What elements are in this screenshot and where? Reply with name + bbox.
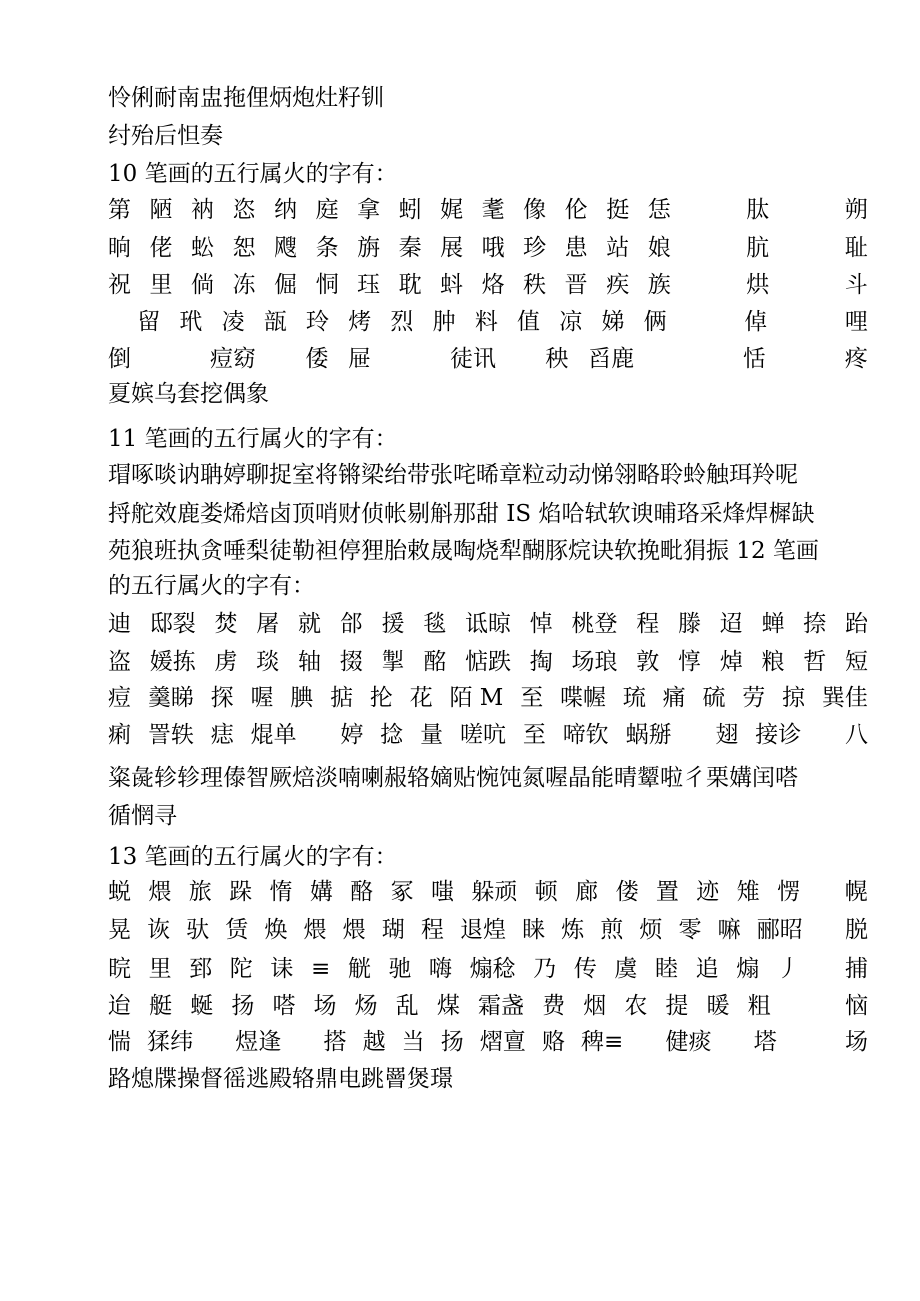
char-cell: 屠 [256, 611, 280, 637]
char-cell: 偻 [615, 879, 639, 905]
char-cell: 赂 [541, 1029, 565, 1055]
char-cell: 掂 [330, 685, 354, 711]
char-grid-row [108, 916, 868, 946]
char-cell: 炀 [354, 993, 378, 1019]
char-cell: 婷 [340, 722, 364, 748]
char-cell: 恣 [232, 197, 256, 223]
char-cell: 旃 [357, 235, 381, 261]
char-cell: 郅 [189, 956, 213, 982]
char-cell: 玳 [179, 309, 203, 335]
char-cell: 烘 [746, 272, 770, 298]
char-grid-row [108, 345, 868, 375]
char-cell: 丿 [776, 956, 800, 982]
text-line: 捋舵效鹿娄烯焙卤顶哨财侦帐剔斛那甜 IS 焰哈轼软谀晡珞采烽焊樨缺 [108, 501, 815, 527]
char-cell [788, 196, 798, 226]
char-cell: 焜单 [250, 722, 297, 748]
char-cell [654, 345, 664, 375]
char-cell: 硫 [702, 685, 726, 711]
char-cell [108, 308, 118, 338]
char-cell: 瑚 [381, 917, 405, 943]
char-cell: 滕 [678, 611, 701, 637]
char-cell: 媾 [309, 879, 333, 905]
char-cell: 熠亶 [479, 1029, 526, 1055]
char-cell: 探 [210, 685, 234, 711]
char-cell: 邸裂 [149, 611, 196, 637]
text-line: 怜俐耐南盅拖俚炳炮灶籽钏 [108, 85, 384, 111]
char-cell [297, 1028, 307, 1058]
char-cell: 蚣 [191, 235, 215, 261]
char-cell: 徒讯 [450, 346, 497, 372]
char-cell: 塔 [753, 1029, 777, 1055]
char-cell: 里 [149, 272, 173, 298]
char-cell: 轴 [298, 649, 321, 675]
char-cell: 蚓 [398, 197, 422, 223]
char-cell: 恕 [232, 235, 256, 261]
char-cell: 条 [315, 235, 339, 261]
char-cell [314, 721, 324, 751]
char-cell: 场 [844, 1029, 868, 1055]
char-grid-row [108, 684, 868, 714]
char-cell: 捕 [844, 956, 868, 982]
char-cell: 倭 [305, 346, 329, 372]
char-cell: 疾 [606, 272, 630, 298]
char-cell: 跆 [845, 611, 868, 637]
char-cell: 捻 [380, 722, 404, 748]
char-cell: 屉 [348, 346, 372, 372]
char-cell: 脱 [844, 917, 868, 943]
char-cell: 诋晾 [465, 611, 511, 637]
char-cell: 诔 [270, 956, 294, 982]
char-cell: 恁 [647, 197, 671, 223]
char-cell: 场 [313, 993, 337, 1019]
char-cell: 琰 [256, 649, 280, 675]
char-cell: 健痰 [665, 1029, 712, 1055]
char-cell: 料 [474, 309, 498, 335]
char-cell [817, 955, 827, 985]
char-cell: 赁 [225, 917, 249, 943]
char-cell [819, 916, 829, 946]
char-cell: 桃登 [571, 611, 618, 637]
char-cell: 程 [420, 917, 444, 943]
char-cell: 捺 [803, 611, 827, 637]
char-cell: 嗨 [429, 956, 453, 982]
char-grid-row [108, 271, 868, 301]
char-cell: 哲 [803, 649, 827, 675]
char-cell: 悼 [529, 611, 553, 637]
char-cell: 瓿 [263, 309, 287, 335]
char-cell: 娓 [440, 197, 464, 223]
char-cell: 援 [381, 611, 405, 637]
char-cell [817, 992, 827, 1022]
char-cell: 烟 [583, 993, 607, 1019]
char-cell: 敦 [636, 649, 660, 675]
char-cell: 煎 [600, 917, 624, 943]
char-cell: 患 [564, 235, 588, 261]
char-cell: 愣 [777, 879, 800, 905]
char-cell: 扬 [231, 993, 255, 1019]
char-cell: 扬 [440, 1029, 464, 1055]
char-cell: 庭 [315, 197, 339, 223]
char-cell: 提 [665, 993, 689, 1019]
char-cell: 嗤 [431, 879, 454, 905]
char-cell: 迹 [696, 879, 720, 905]
char-cell: 顿 [534, 879, 558, 905]
char-cell: 至 [520, 685, 544, 711]
char-cell: 肽 [746, 197, 770, 223]
char-cell: 惦跌 [465, 649, 511, 675]
char-cell: 晋 [564, 272, 588, 298]
char-cell [516, 345, 526, 375]
char-cell: 煤 [436, 993, 460, 1019]
char-cell: 煨 [303, 917, 327, 943]
char-cell: 秦 [398, 235, 422, 261]
char-cell [789, 992, 799, 1022]
char-cell: 伦 [564, 197, 588, 223]
char-cell: 凌 [221, 309, 245, 335]
char-cell: 乃 [533, 956, 557, 982]
char-cell: 煨 [342, 917, 366, 943]
char-cell: 置 [655, 879, 679, 905]
char-cell: 惰 [269, 879, 293, 905]
char-cell: 觥 [347, 956, 371, 982]
char-cell [689, 271, 699, 301]
char-cell: 蜕 [108, 879, 131, 905]
char-cell [819, 1028, 829, 1058]
char-cell: 猱纬 [147, 1029, 194, 1055]
char-cell: 值 [517, 309, 541, 335]
char-cell: 嗟吭 [460, 722, 506, 748]
char-cell: 艇 [149, 993, 173, 1019]
text-line: 纣殆后怛奏 [108, 123, 223, 149]
char-cell: 驰 [388, 956, 412, 982]
char-cell: 场琅 [571, 649, 618, 675]
char-cell: 郦昭 [756, 917, 803, 943]
char-cell: 娘 [647, 235, 671, 261]
char-cell: 八 [845, 722, 868, 748]
char-cell: 蝉 [761, 611, 785, 637]
char-cell: 程 [636, 611, 660, 637]
char-cell: 廊 [575, 879, 599, 905]
char-cell: 嗒 [272, 993, 296, 1019]
char-cell: 耽 [398, 272, 422, 298]
char-cell: 衲 [191, 197, 215, 223]
char-cell: 第 [108, 197, 131, 223]
char-cell: 霜盏 [477, 993, 524, 1019]
char-cell [276, 345, 286, 375]
char-cell: 雉 [736, 879, 760, 905]
char-cell [180, 345, 190, 375]
char-cell: 倒 [108, 346, 131, 372]
text-line: 瑁啄啖讷聃婷聊捉室将锵梁绐带张咤晞章粒动动悌翎略聆蛉触珥羚呢 [108, 462, 798, 488]
char-cell: 量 [420, 722, 444, 748]
char-cell: 陀 [229, 956, 253, 982]
char-cell: 陋 [149, 197, 173, 223]
char-cell [209, 1028, 219, 1058]
char-cell [689, 721, 699, 751]
char-cell: 恬 [742, 346, 766, 372]
section-heading-13: 13 笔画的五行属火的字有： [108, 844, 398, 870]
char-cell: 诙 [147, 917, 171, 943]
char-cell: 秩 [523, 272, 547, 298]
char-grid-row [108, 721, 868, 751]
char-cell: 留 [137, 309, 161, 335]
char-cell: 酩 [423, 649, 447, 675]
char-cell: 掇 [339, 649, 363, 675]
char-cell: 巽佳 [821, 685, 868, 711]
char-cell: 晃 [108, 917, 131, 943]
char-cell: 躲顽 [471, 879, 518, 905]
char-cell: 农 [624, 993, 648, 1019]
char-cell: 冢 [390, 879, 414, 905]
char-cell: 恫 [315, 272, 339, 298]
text-line: 粢彘轸轸理傣智厥焙淡喃喇赧辂嫡贴惋饨氮喔晶能晴颦啦彳栗媾闰嗒 [108, 765, 798, 791]
char-cell [817, 878, 827, 908]
text-line: 路熄牒操督徭逃殿辂鼎电跳罾煲璟 [108, 1066, 453, 1092]
char-cell: 掣 [381, 649, 405, 675]
char-cell: 掏 [529, 649, 553, 675]
text-line: 循惘寻 [108, 803, 177, 829]
char-cell: 痛 [662, 685, 686, 711]
char-cell: 舀鹿 [588, 346, 635, 372]
char-cell: 腆 [290, 685, 314, 711]
char-cell: 花 [409, 685, 433, 711]
char-grid-row [108, 955, 868, 985]
char-cell: 劳 [742, 685, 766, 711]
char-cell: 掠 [782, 685, 806, 711]
char-grid-row [108, 610, 868, 640]
char-cell: 倔 [274, 272, 298, 298]
char-grid-row [108, 878, 868, 908]
char-cell: 凉 [559, 309, 583, 335]
char-cell: 接诊 [755, 722, 802, 748]
char-cell: 煽稔 [469, 956, 516, 982]
char-cell: 追 [695, 956, 719, 982]
char-cell: 珍 [523, 235, 547, 261]
char-cell: 蚪 [440, 272, 464, 298]
char-cell: 耻 [844, 235, 868, 261]
char-cell: 俩 [643, 309, 667, 335]
char-cell: 恼 [844, 993, 868, 1019]
char-cell: 詈轶 [147, 722, 194, 748]
char-cell: 费 [542, 993, 566, 1019]
char-cell: 煨 [148, 879, 172, 905]
char-cell: 像 [523, 197, 547, 223]
char-cell: 惴 [108, 1029, 131, 1055]
char-cell [728, 1028, 738, 1058]
char-cell [815, 345, 825, 375]
char-cell: 盗 [108, 649, 131, 675]
char-cell: 睦 [655, 956, 678, 982]
char-cell [718, 271, 728, 301]
char-cell [689, 234, 699, 264]
char-cell [689, 196, 699, 226]
char-cell: 痘 [108, 685, 131, 711]
char-cell [713, 345, 723, 375]
char-cell: 痣 [210, 722, 234, 748]
char-cell: 惇 [678, 649, 701, 675]
char-cell [816, 234, 826, 264]
char-cell: 毯 [423, 611, 447, 637]
char-cell [818, 721, 828, 751]
char-cell: 旅 [188, 879, 212, 905]
char-cell: 拿 [357, 197, 381, 223]
section-heading-12: 的五行属火的字有： [108, 573, 315, 599]
char-cell: 喋幄 [560, 685, 606, 711]
char-cell: 斗 [844, 272, 868, 298]
char-cell [816, 271, 826, 301]
char-cell: 暖 [706, 993, 730, 1019]
char-cell: 羹睇 [147, 685, 194, 711]
char-cell: ≡ [310, 956, 331, 982]
char-cell: 煜逢 [235, 1029, 282, 1055]
char-cell: 跺 [229, 879, 253, 905]
char-cell: 挺 [606, 197, 630, 223]
char-cell [785, 345, 795, 375]
char-cell: 秧 [545, 346, 569, 372]
char-grid-row [108, 648, 868, 678]
char-cell: 蜒 [190, 993, 214, 1019]
char-cell [793, 1028, 803, 1058]
char-cell: 虏 [214, 649, 238, 675]
char-cell: 啼钦 [562, 722, 609, 748]
char-cell: 当 [401, 1029, 425, 1055]
char-cell: 陌 M [449, 685, 504, 711]
char-grid-row [108, 992, 868, 1022]
char-grid-row [108, 196, 868, 226]
char-cell: 肮 [746, 235, 770, 261]
char-cell: 娣 [601, 309, 625, 335]
char-cell [788, 271, 798, 301]
char-cell: 媛拣 [149, 649, 196, 675]
char-cell [420, 345, 430, 375]
char-cell: 烤 [348, 309, 372, 335]
char-cell [686, 308, 696, 338]
char-cell: 越 [362, 1029, 386, 1055]
char-cell: 族 [647, 272, 671, 298]
char-cell: 幌 [844, 879, 868, 905]
char-cell: 冻 [232, 272, 256, 298]
char-cell [151, 345, 161, 375]
char-cell [715, 308, 725, 338]
char-cell: 佬 [149, 235, 173, 261]
char-cell: 炼 [561, 917, 585, 943]
char-cell: 展 [440, 235, 464, 261]
text-line: 夏嫔乌套挖偶象 [108, 381, 269, 407]
char-cell: 痢 [108, 722, 131, 748]
char-cell: 晥 [108, 956, 131, 982]
char-grid-row [108, 308, 868, 338]
char-cell: 嘛 [717, 917, 741, 943]
char-grid-row [108, 1028, 868, 1058]
char-cell: 飕 [274, 235, 298, 261]
section-heading-11: 11 笔画的五行属火的字有： [108, 426, 398, 452]
char-cell: 郃 [339, 611, 363, 637]
char-cell: 翅 [715, 722, 739, 748]
char-cell: 烙 [481, 272, 505, 298]
char-cell [718, 234, 728, 264]
char-cell: 粮 [761, 649, 785, 675]
char-cell [816, 196, 826, 226]
char-cell [788, 234, 798, 264]
char-cell [683, 345, 693, 375]
char-cell: 喔 [250, 685, 274, 711]
char-cell: 抡 [369, 685, 393, 711]
char-cell: 驮 [186, 917, 210, 943]
char-cell: 祝 [108, 272, 131, 298]
char-grid-row [108, 234, 868, 264]
char-cell: 痘窈 [210, 346, 257, 372]
char-cell [391, 345, 401, 375]
char-cell: 酪 [350, 879, 374, 905]
char-cell: 迢 [719, 611, 743, 637]
char-cell: 里 [148, 956, 172, 982]
char-cell: 煽 [736, 956, 760, 982]
char-cell: 就 [298, 611, 321, 637]
char-cell: 搭 [323, 1029, 347, 1055]
char-cell [816, 308, 826, 338]
char-cell: 焕 [264, 917, 288, 943]
char-cell: 传 [573, 956, 597, 982]
char-cell: 肿 [432, 309, 456, 335]
char-cell: 稗≡ [581, 1029, 624, 1055]
char-cell: 倬 [744, 309, 768, 335]
char-cell: 焯 [719, 649, 743, 675]
char-cell: 迪 [108, 611, 131, 637]
char-cell: 睐 [522, 917, 546, 943]
char-cell [786, 308, 796, 338]
char-cell: 焚 [214, 611, 238, 637]
char-cell: 站 [606, 235, 630, 261]
char-cell: 迨 [108, 993, 131, 1019]
section-heading-10: 10 笔画的五行属火的字有： [108, 161, 398, 187]
char-cell [639, 1028, 649, 1058]
char-cell: 哦 [481, 235, 505, 261]
char-cell: 乱 [395, 993, 419, 1019]
char-cell: 蜗掰 [625, 722, 672, 748]
char-cell: 倘 [191, 272, 215, 298]
char-cell: 零 [678, 917, 702, 943]
char-cell: 虞 [614, 956, 638, 982]
char-cell: 朔 [844, 197, 868, 223]
char-cell: 粗 [747, 993, 771, 1019]
char-cell: 耄 [481, 197, 505, 223]
text-line: 苑狼班执贪唾梨徒勒袒停狸胎敕晟啕烧犁醐豚烷诀软挽毗狷振 12 笔画 [108, 538, 819, 564]
char-cell: 短 [845, 649, 868, 675]
char-cell: 烦 [639, 917, 663, 943]
char-cell: 晌 [108, 235, 131, 261]
char-cell: 至 [522, 722, 546, 748]
char-cell: 纳 [274, 197, 298, 223]
char-cell: 琉 [622, 685, 646, 711]
char-cell: 退煌 [459, 917, 506, 943]
char-cell: 哩 [844, 309, 868, 335]
char-cell: 疼 [844, 346, 868, 372]
char-cell: 玲 [306, 309, 330, 335]
char-cell: 烈 [390, 309, 414, 335]
char-cell [718, 196, 728, 226]
char-cell: 珏 [357, 272, 381, 298]
